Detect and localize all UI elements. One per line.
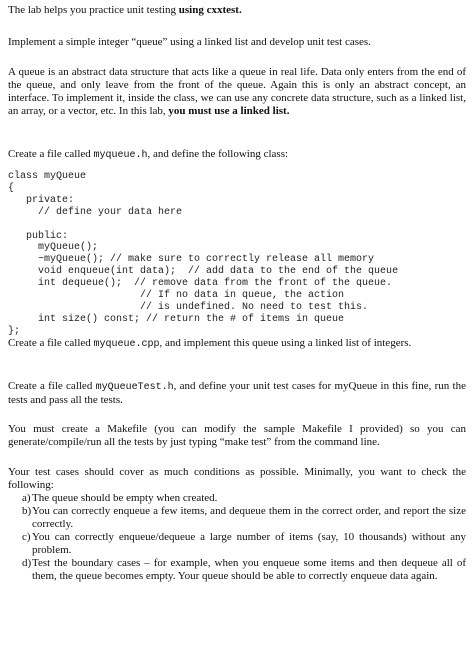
list-item-text: The queue should be empty when created. xyxy=(32,492,218,504)
test-filename: myQueueTest.h xyxy=(95,382,174,393)
code-line: public: xyxy=(8,230,69,242)
create-test-prefix: Create a file called xyxy=(8,380,96,392)
queue-description-text: A queue is an abstract data structure that acts like a queue in real life. Data only enters from the end of the queue, and only leave from the front of the queue. Again this is only an abstract concept, an interface. To implement it, inside the class, we can use any concrete data structure, such as a linked list, an array, or a vector, etc. In this lab, xyxy=(8,66,466,117)
code-line: ~myQueue(); // make sure to correctly release all memory xyxy=(8,254,375,266)
code-line: }; xyxy=(8,325,21,337)
code-line: private: xyxy=(8,194,75,206)
create-header-prefix: Create a file called xyxy=(8,148,94,160)
header-filename: myqueue.h xyxy=(93,150,148,161)
code-line: // If no data in queue, the action xyxy=(8,290,345,302)
list-marker: c) xyxy=(22,531,31,543)
code-line: // define your data here xyxy=(8,206,183,218)
queue-description xyxy=(8,66,466,118)
code-line: int size() const; // return the # of items in queue xyxy=(8,313,345,325)
create-cpp-paragraph xyxy=(8,337,466,351)
code-line: // is undefined. No need to test this. xyxy=(8,301,369,313)
create-cpp-suffix: , and implement this queue using a linked list of integers. xyxy=(159,337,412,349)
code-line: class myQueue xyxy=(8,171,87,182)
code-line: int dequeue(); // remove data from the front of the queue. xyxy=(8,278,393,290)
create-header-suffix: , and define the following class: xyxy=(147,148,289,160)
code-line xyxy=(8,219,466,231)
create-header-paragraph xyxy=(8,148,466,162)
intro-paragraph xyxy=(8,4,466,17)
list-item xyxy=(8,505,466,531)
check-list xyxy=(8,492,466,583)
code-line: myQueue(); xyxy=(8,242,99,254)
code-line: void enqueue(int data); // add data to the end of the queue xyxy=(8,266,399,278)
code-line: { xyxy=(8,182,15,194)
intro-bold: using cxxtest. xyxy=(178,4,242,16)
cpp-filename: myqueue.cpp xyxy=(93,339,160,350)
list-item xyxy=(8,557,466,583)
intro-text: The lab helps you practice unit testing xyxy=(8,4,179,16)
create-test-suffix: , and define your unit test cases for myQueue in this fine, run the tests and pass all the tests. xyxy=(8,380,466,406)
list-marker: a) xyxy=(22,492,31,504)
list-marker: b) xyxy=(22,505,32,517)
list-item-text: Test the boundary cases – for example, when you enqueue some items and then dequeue all of them, the queue becomes empty. Your queue should be able to correctly enqueue data again. xyxy=(32,557,466,582)
list-item xyxy=(8,531,466,557)
create-cpp-prefix: Create a file called xyxy=(8,337,94,349)
makefile-paragraph: You must create a Makefile (you can modify the sample Makefile I provided) so you can generate/compile/run all the tests by just typing “make test” from the command line. xyxy=(8,423,466,448)
create-test-paragraph xyxy=(8,380,466,407)
list-item-text: You can correctly enqueue/dequeue a large number of items (say, 10 thousands) without any problem. xyxy=(32,531,466,556)
queue-description-bold: you must use a linked list. xyxy=(168,105,290,117)
implement-paragraph: Implement a simple integer “queue” using a linked list and develop unit test cases. xyxy=(8,36,371,48)
list-item-text: You can correctly enqueue a few items, and dequeue them in the correct order, and report the size correctly. xyxy=(32,505,466,530)
coverage-paragraph: Your test cases should cover as much conditions as possible. Minimally, you want to check the following: xyxy=(8,466,466,491)
class-code-block xyxy=(8,171,466,338)
list-marker: d) xyxy=(22,557,32,569)
list-item xyxy=(8,492,466,505)
